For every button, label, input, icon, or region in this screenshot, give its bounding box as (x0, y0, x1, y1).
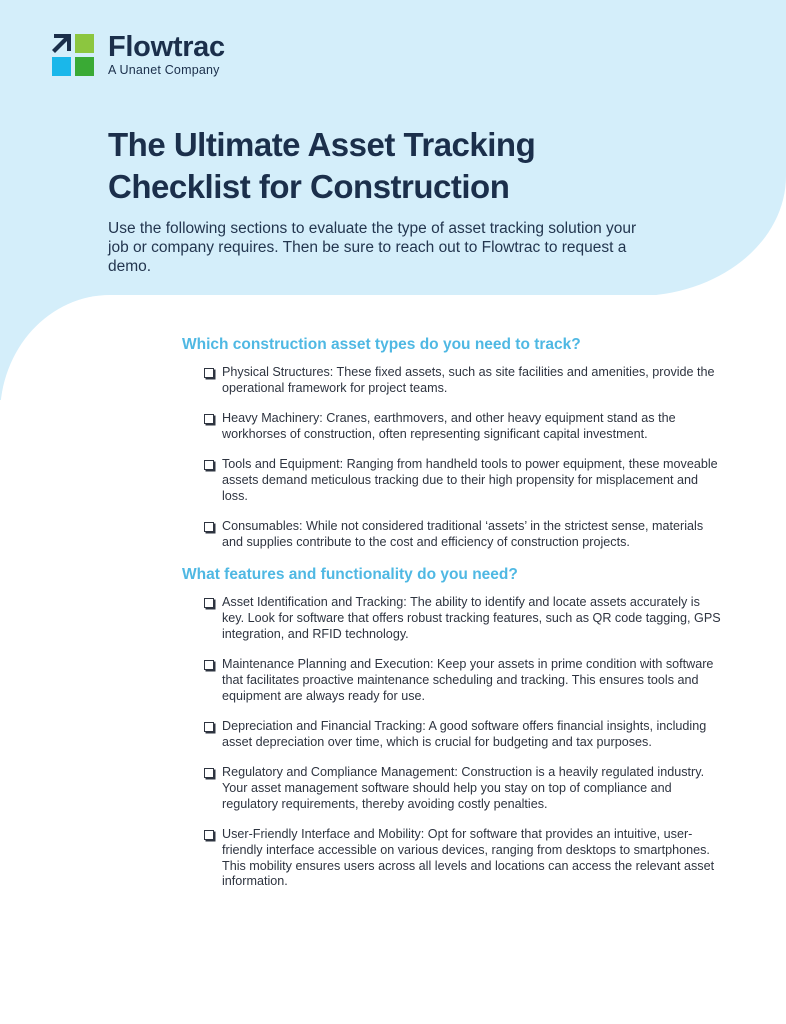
checkbox-icon[interactable] (204, 830, 214, 840)
intro-paragraph: Use the following sections to evaluate the type of asset tracking solution your job or company requires. Then be sure to reach out to Flowtrac to request a demo. (108, 220, 637, 275)
checklist-content (182, 335, 722, 905)
flowtrac-logo-icon (52, 34, 94, 76)
logo-square-lime (75, 34, 94, 53)
title-line-1: The Ultimate Asset Tracking (108, 126, 536, 163)
checklist-item: User-Friendly Interface and Mobility: Opt for software that provides an intuitive, user-friendly interface accessible on various devices, ranging from desktops to smartphones. This mobility ensures users across all levels and locations can access the relevant asset information. (204, 827, 722, 890)
checklist-item: Maintenance Planning and Execution: Keep your assets in prime condition with software that facilitates proactive maintenance scheduling and tracking. This ensures tools and equipment are always ready for use. (204, 657, 722, 704)
checkbox-icon[interactable] (204, 522, 214, 532)
checkbox-icon[interactable] (204, 460, 214, 470)
asset-types-list (182, 365, 722, 551)
checklist-item: Heavy Machinery: Cranes, earthmovers, and other heavy equipment stand as the workhorses of construction, often representing significant capital investment. (204, 411, 722, 443)
logo-square-green (75, 57, 94, 76)
page-title (108, 124, 535, 208)
checkbox-icon[interactable] (204, 722, 214, 732)
checklist-item: Depreciation and Financial Tracking: A good software offers financial insights, including asset depreciation over time, which is crucial for budgeting and tax purposes. (204, 719, 722, 751)
checklist-item: Consumables: While not considered traditional ‘assets’ in the strictest sense, materials and supplies contribute to the cost and efficiency of construction projects. (204, 519, 722, 551)
brand-tagline: A Unanet Company (108, 63, 220, 77)
checklist-item: Tools and Equipment: Ranging from handheld tools to power equipment, these moveable assets demand meticulous tracking due to their high propensity for misplacement and loss. (204, 457, 722, 504)
checklist-item: Physical Structures: These fixed assets, such as site facilities and amenities, provide the operational framework for project teams. (204, 365, 722, 397)
checkbox-icon[interactable] (204, 368, 214, 378)
checkbox-icon[interactable] (204, 414, 214, 424)
checklist-item: Asset Identification and Tracking: The ability to identify and locate assets accurately is key. Look for software that offers robust tracking features, such as QR code tagging, GPS integration, and RFID technology. (204, 595, 722, 642)
section-heading-features: What features and functionality do you need? (182, 566, 518, 584)
brand-logo (52, 33, 225, 77)
features-list (182, 595, 722, 890)
checklist-item: Regulatory and Compliance Management: Construction is a heavily regulated industry. Your asset management software should help you stay on top of compliance and regulatory requirements, thereby avoiding costly penalties. (204, 765, 722, 812)
checkbox-icon[interactable] (204, 768, 214, 778)
checkbox-icon[interactable] (204, 660, 214, 670)
section-heading-asset-types: Which construction asset types do you need to track? (182, 336, 581, 353)
arrow-up-right-icon (52, 34, 71, 53)
brand-name: Flowtrac (108, 31, 225, 63)
title-line-2: Checklist for Construction (108, 168, 510, 205)
checkbox-icon[interactable] (204, 598, 214, 608)
logo-square-cyan (52, 57, 71, 76)
